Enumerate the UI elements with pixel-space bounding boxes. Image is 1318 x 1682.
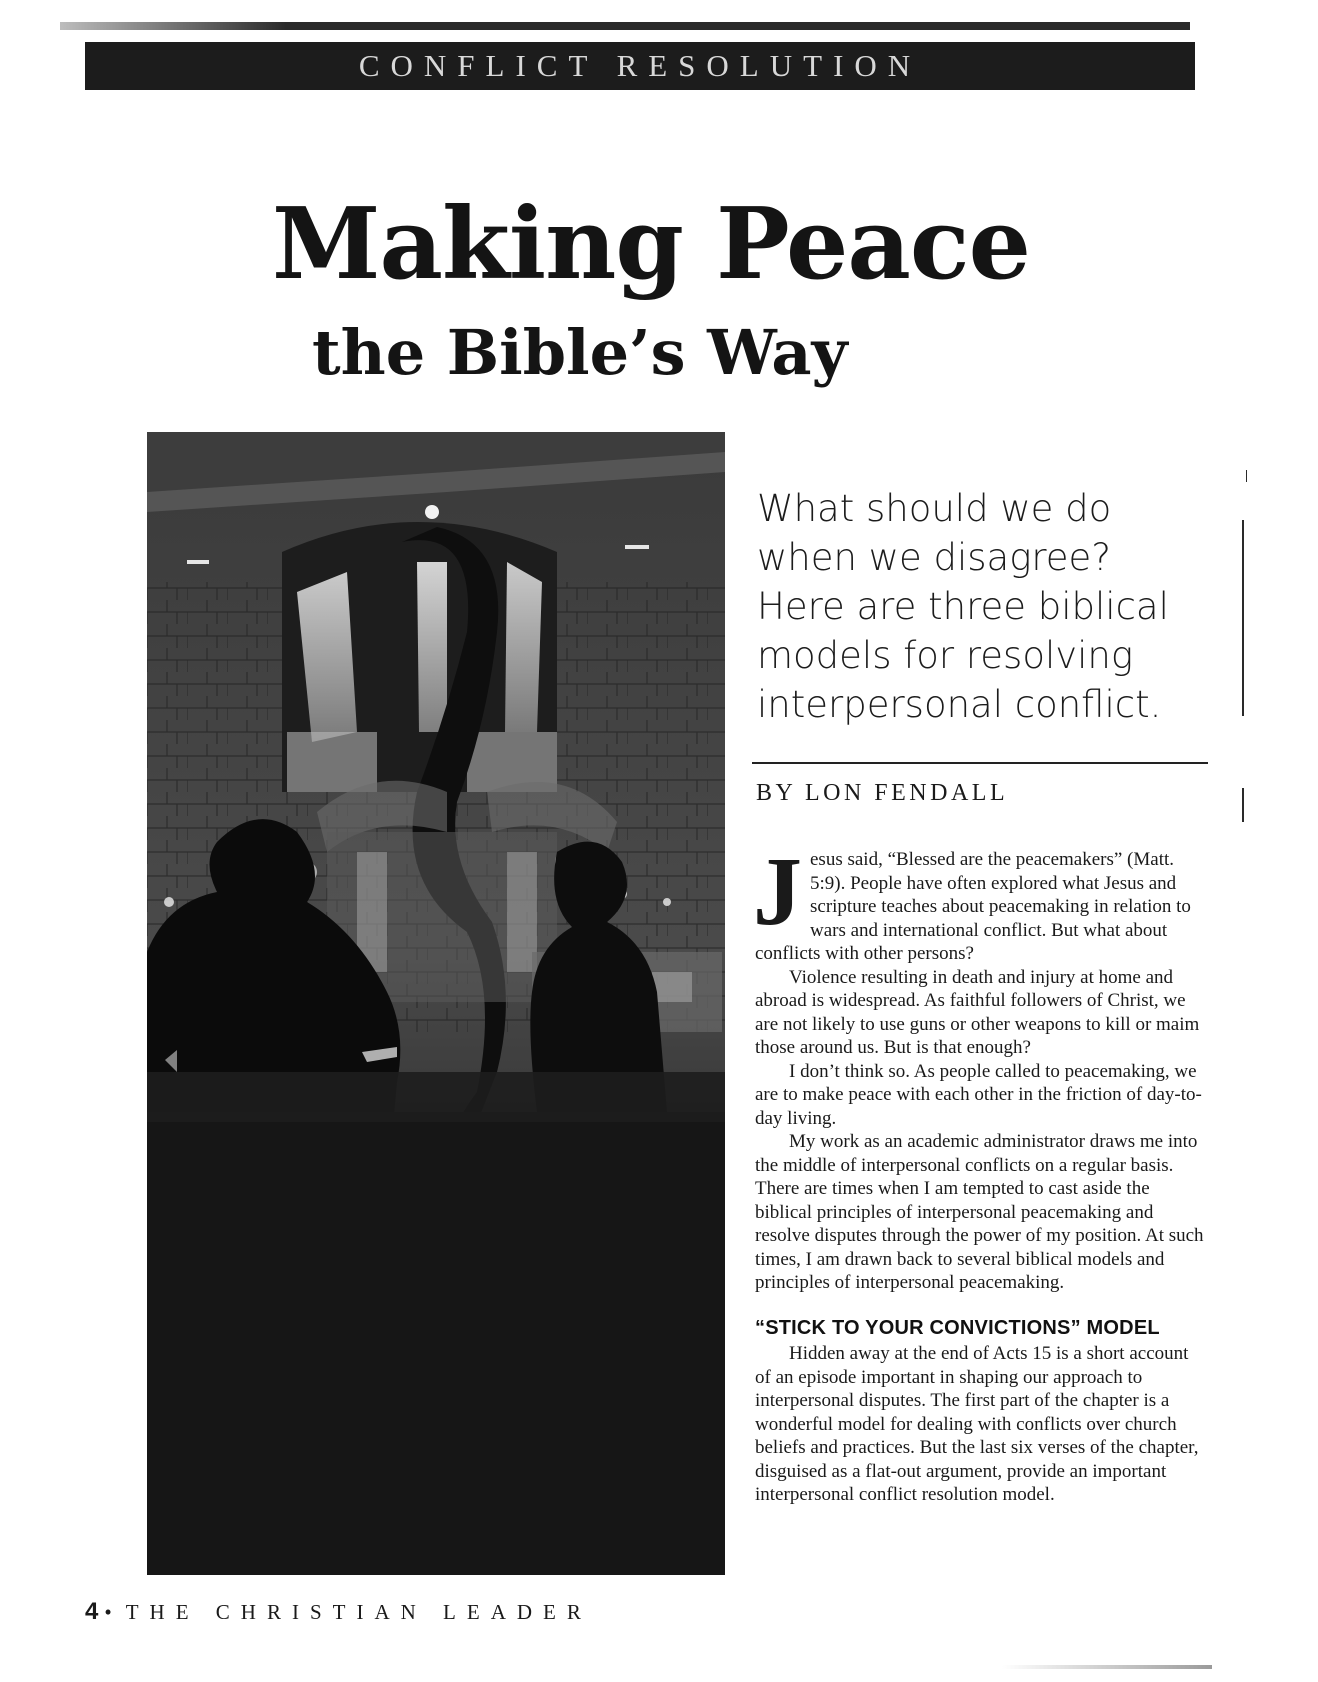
church-sanctuary-photo [147,432,725,1575]
byline: BY LON FENDALL [756,780,1009,806]
subheadline: the Bible’s Way [312,316,848,389]
drop-cap: J [753,838,802,946]
edge-mark [1246,470,1247,482]
article-paragraph: Violence resulting in death and injury at home and abroad is widespread. As faithful followers of Christ, we are not likely to use guns or other weapons to kill or maim those around us. But is that enough? [755,966,1200,1058]
publication-name: THE CHRISTIAN LEADER [125,1600,592,1624]
section-subhead: “STICK TO YOUR CONVICTIONS” MODEL [755,1316,1160,1339]
article-paragraph: My work as an academic administrator draws me into the middle of interpersonal conflicts on a regular basis. There are times when I am tempted to cast aside the biblical principles of interpersonal peacemaking and resolve disputes through the power of my position. At such times, I am drawn back to several biblical models and principles of interpersonal peacemaking. [755,1131,1204,1293]
top-rule [60,22,1190,30]
article-body [753,838,1205,1507]
lead-text: esus said, “Blessed are the peacemakers” (Matt. 5:9). People have often explored what Jesus and scripture teaches about peacemaking in relation to wars and international conflict. But what about conflicts with other persons? [755,849,1191,964]
page-number: 4 [85,1598,99,1625]
edge-mark [1242,788,1244,822]
footer-bullet: • [104,1600,112,1624]
edge-mark [1242,520,1244,716]
headline: Making Peace [272,187,1030,302]
bottom-smudge [1002,1665,1212,1669]
byline-rule [752,762,1208,764]
article-deck: What should we do when we disagree? Here are three biblical models for resolving interpersonal conflict. [757,487,1169,726]
section-banner [85,42,1195,90]
article-lead-paragraph [753,838,1205,966]
church-sanctuary-illustration [147,432,725,1575]
page-footer [85,1598,592,1626]
section-banner-label: CONFLICT RESOLUTION [358,48,922,83]
article-paragraph: I don’t think so. As people called to peacemaking, we are to make peace with each other in the friction of day-to-day living. [755,1060,1202,1129]
article-paragraph: Hidden away at the end of Acts 15 is a short account of an episode important in shaping our approach to interpersonal disputes. The first part of the chapter is a wonderful model for dealing with conflicts over church beliefs and practices. But the last six verses of the chapter, disguised as a flat-out argument, provide an important interpersonal conflict resolution model. [755,1343,1199,1505]
